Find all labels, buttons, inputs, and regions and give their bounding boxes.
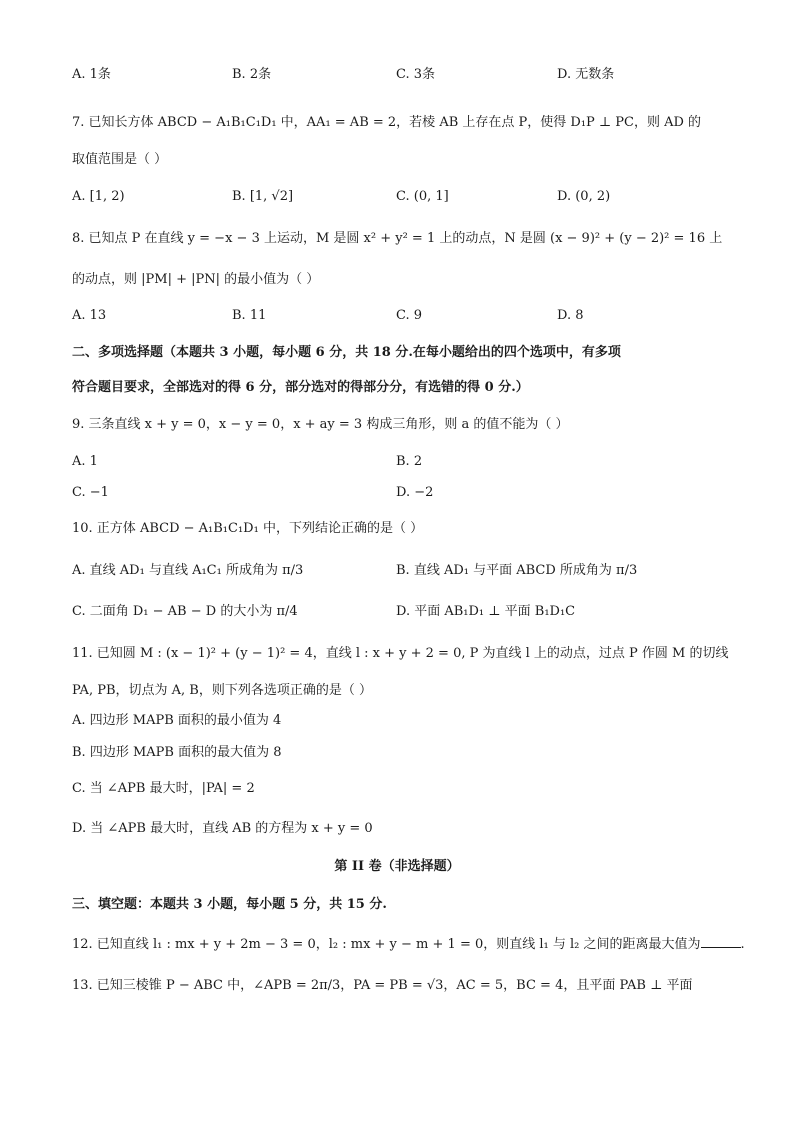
q9-option-d: D. −2 <box>396 485 434 500</box>
q11-option-b: B. 四边形 MAPB 面积的最大值为 8 <box>72 745 282 760</box>
q8-option-b: B. 11 <box>232 308 267 323</box>
section3-header: 三、填空题：本题共 3 小题，每小题 5 分，共 15 分. <box>72 897 387 912</box>
q11-option-c: C. 当 ∠APB 最大时，|PA| = 2 <box>72 781 255 796</box>
q11-option-d: D. 当 ∠APB 最大时，直线 AB 的方程为 x + y = 0 <box>72 821 373 836</box>
q6-option-d: D. 无数条 <box>557 67 615 82</box>
q9-stem: 9. 三条直线 x + y = 0，x − y = 0，x + ay = 3 构成三角形，则 a 的值不能为（ ） <box>72 417 569 432</box>
q10-option-b: B. 直线 AD₁ 与平面 ABCD 所成角为 π/3 <box>396 563 638 578</box>
q9-option-b: B. 2 <box>396 454 423 469</box>
q7-option-d: D. (0, 2) <box>557 189 611 204</box>
q10-option-c: C. 二面角 D₁ − AB − D 的大小为 π/4 <box>72 604 298 619</box>
q7-stem-cont: 取值范围是（ ） <box>72 152 168 167</box>
answer-blank[interactable] <box>701 935 741 948</box>
q7-option-b: B. [1, √2] <box>232 189 294 204</box>
q8-stem: 8. 已知点 P 在直线 y = −x − 3 上运动，M 是圆 x² + y² = 1 上的动点，N 是圆 (x − 9)² + (y − 2)² = 16 上 <box>72 231 723 246</box>
section2-header-cont: 符合题目要求，全部选对的得 6 分，部分选对的得部分分，有选错的得 0 分.） <box>72 380 529 395</box>
q8-option-d: D. 8 <box>557 308 584 323</box>
q10-stem: 10. 正方体 ABCD − A₁B₁C₁D₁ 中，下列结论正确的是（ ） <box>72 521 424 536</box>
q12-end: . <box>740 937 745 952</box>
q10-option-d: D. 平面 AB₁D₁ ⊥ 平面 B₁D₁C <box>396 604 576 619</box>
q11-stem: 11. 已知圆 M : (x − 1)² + (y − 1)² = 4，直线 l : x + y + 2 = 0, P 为直线 l 上的动点，过点 P 作圆 M 的切线 <box>72 646 729 661</box>
q6-option-a: A. 1条 <box>72 67 111 82</box>
q6-option-b: B. 2条 <box>232 67 272 82</box>
q7-option-a: A. [1, 2) <box>72 189 125 204</box>
section2-header: 二、多项选择题（本题共 3 小题，每小题 6 分，共 18 分.在每小题给出的四个选项中，有多项 <box>72 345 621 360</box>
q6-option-c: C. 3条 <box>396 67 436 82</box>
q9-option-a: A. 1 <box>72 454 98 469</box>
q10-option-a: A. 直线 AD₁ 与直线 A₁C₁ 所成角为 π/3 <box>72 563 304 578</box>
part2-title: 第 II 卷（非选择题） <box>334 859 460 874</box>
q8-option-c: C. 9 <box>396 308 423 323</box>
q12-line <box>72 935 745 954</box>
q8-stem-cont: 的动点，则 |PM| + |PN| 的最小值为（ ） <box>72 272 320 287</box>
q11-stem-cont: PA, PB，切点为 A, B，则下列各选项正确的是（ ） <box>72 683 372 698</box>
q11-option-a: A. 四边形 MAPB 面积的最小值为 4 <box>72 713 282 728</box>
q9-option-c: C. −1 <box>72 485 109 500</box>
q13-stem: 13. 已知三棱锥 P − ABC 中，∠APB = 2π/3，PA = PB = √3，AC = 5，BC = 4，且平面 PAB ⊥ 平面 <box>72 978 693 993</box>
q7-option-c: C. (0, 1] <box>396 189 449 204</box>
q8-option-a: A. 13 <box>72 308 107 323</box>
q7-stem: 7. 已知长方体 ABCD − A₁B₁C₁D₁ 中，AA₁ = AB = 2，若棱 AB 上存在点 P，使得 D₁P ⊥ PC，则 AD 的 <box>72 115 702 130</box>
q12-stem: 12. 已知直线 l₁ : mx + y + 2m − 3 = 0，l₂ : mx + y − m + 1 = 0，则直线 l₁ 与 l₂ 之间的距离最大值为 <box>72 937 701 952</box>
